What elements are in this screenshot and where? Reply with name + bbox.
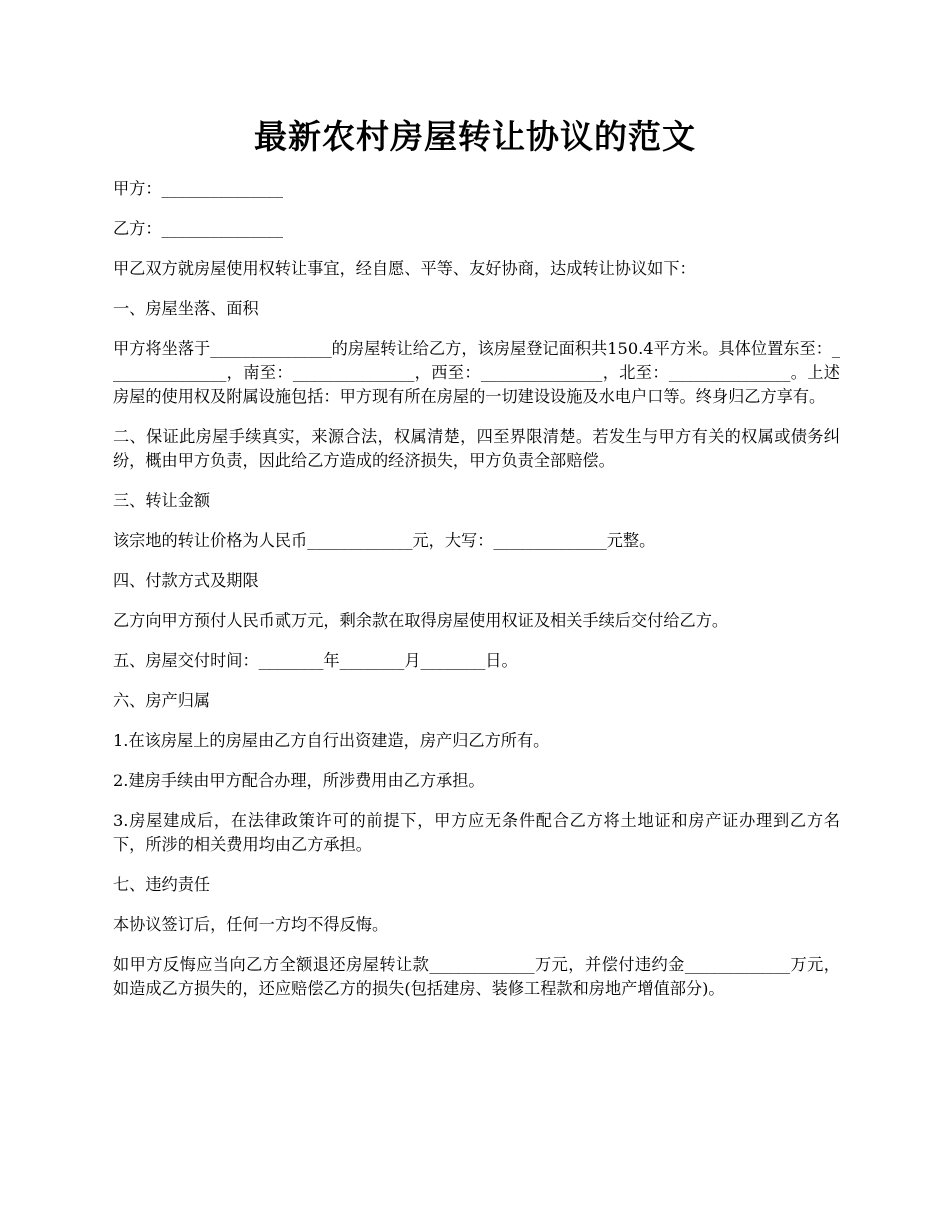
breach-paragraph-1: 本协议签订后，任何一方均不得反悔。 [113, 915, 389, 934]
document-body [113, 177, 840, 1017]
location-paragraph: 甲方将坐落于_______________的房屋转让给乙方，该房屋登记面积共150.4平方米。具体位置东至：_______________，南至：_______________，西至：_______________，北至：_______________。上述房屋的使用权及附属设施包括：甲方现有所在房屋的一切建设设施及水电户口等。终身归乙方享有。 [113, 339, 840, 406]
section-heading-amount: 三、转让金额 [113, 491, 211, 510]
ownership-item-1: 1.在该房屋上的房屋由乙方自行出资建造，房产归乙方所有。 [113, 731, 550, 750]
ownership-item-3: 3.房屋建成后，在法律政策许可的前提下，甲方应无条件配合乙方将土地证和房产证办理到乙方名下，所涉的相关费用均由乙方承担。 [113, 811, 840, 854]
section-heading-ownership: 六、房产归属 [113, 691, 211, 710]
party-a-line: 甲方：_______________ [113, 179, 283, 198]
section-heading-location: 一、房屋坐落、面积 [113, 299, 259, 318]
ownership-item-2: 2.建房手续由甲方配合办理，所涉费用由乙方承担。 [113, 771, 485, 790]
party-b-line: 乙方：_______________ [113, 219, 283, 238]
amount-paragraph: 该宗地的转让价格为人民币_____________元，大写：______________元整。 [113, 531, 656, 550]
delivery-time-paragraph: 五、房屋交付时间：________年________月________日。 [113, 651, 518, 670]
section-heading-payment: 四、付款方式及期限 [113, 571, 259, 590]
intro-paragraph: 甲乙双方就房屋使用权转让事宜，经自愿、平等、友好协商，达成转让协议如下： [113, 259, 696, 278]
guarantee-paragraph: 二、保证此房屋手续真实，来源合法，权属清楚，四至界限清楚。若发生与甲方有关的权属或债务纠纷，概由甲方负责，因此给乙方造成的经济损失，甲方负责全部赔偿。 [113, 427, 840, 470]
section-heading-breach: 七、违约责任 [113, 875, 211, 894]
document-title: 最新农村房屋转让协议的范文 [254, 117, 696, 156]
payment-paragraph: 乙方向甲方预付人民币贰万元，剩余款在取得房屋使用权证及相关手续后交付给乙方。 [113, 611, 729, 630]
breach-paragraph-2: 如甲方反悔应当向乙方全额退还房屋转让款_____________万元，并偿付违约金_____________万元，如造成乙方损失的，还应赔偿乙方的损失(包括建房、装修工程款和房地产增值部分)。 [113, 955, 840, 998]
